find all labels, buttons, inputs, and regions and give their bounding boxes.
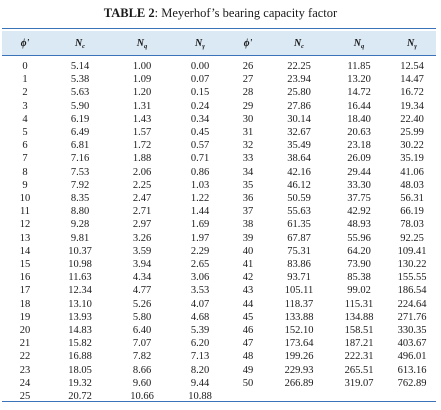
- cell-ngamma: 1.44: [190, 206, 210, 218]
- cell-ngamma: 5.39: [190, 325, 210, 337]
- cell-ngamma-2: 92.25: [400, 232, 424, 244]
- cell-ngamma-2: 496.01: [397, 351, 427, 363]
- cell-phi: 18: [19, 298, 31, 310]
- table-row: [2, 271, 436, 284]
- cell-nq: 4.34: [132, 272, 152, 284]
- cell-nc: 5.14: [70, 61, 90, 72]
- cell-nq: 2.71: [132, 206, 152, 218]
- cell-nc: 15.82: [68, 338, 92, 350]
- cell-nq: 2.06: [132, 166, 152, 178]
- cell-phi: 25: [19, 391, 31, 403]
- cell-nq: 1.57: [132, 127, 152, 139]
- cell-nc: 19.32: [68, 377, 92, 389]
- cell-nc: 8.80: [70, 206, 90, 218]
- cell-nc-2: 199.26: [284, 351, 314, 363]
- cell-nc-2: 266.89: [284, 377, 314, 389]
- cell-nq-2: 319.07: [344, 377, 374, 389]
- cell-phi-2: 39: [242, 232, 254, 244]
- cell-phi-2: 34: [242, 166, 254, 178]
- cell-nc-2: 83.86: [287, 259, 311, 271]
- cell-ngamma-2: 22.40: [400, 113, 424, 125]
- col-header-nq-2: $N_q$: [353, 37, 365, 50]
- cell-phi: 8: [22, 166, 28, 178]
- cell-phi: 0: [22, 61, 28, 72]
- cell-nq-2: 64.20: [347, 245, 371, 257]
- cell-phi: 10: [19, 193, 31, 205]
- table-body: [2, 55, 436, 403]
- col-header-ngamma: $N_\gamma$: [195, 37, 205, 50]
- cell-ngamma: 2.65: [190, 259, 210, 271]
- cell-ngamma-2: 186.54: [397, 285, 427, 297]
- table-row: [2, 284, 436, 297]
- cell-nc: 20.72: [68, 391, 92, 403]
- cell-phi: 9: [22, 179, 28, 191]
- cell-phi-2: 36: [242, 193, 254, 205]
- cell-nc: 10.37: [68, 245, 92, 257]
- cell-nq: 2.97: [132, 219, 152, 231]
- table-row: [2, 218, 436, 231]
- cell-phi-2: 46: [242, 325, 254, 337]
- cell-ngamma-2: 78.03: [400, 219, 424, 231]
- col-header-nc: $N_c$: [74, 37, 86, 50]
- cell-phi-2: 50: [242, 377, 254, 389]
- cell-ngamma-2: 330.35: [397, 325, 427, 337]
- cell-phi: 14: [19, 245, 31, 257]
- cell-phi-2: 33: [242, 153, 254, 165]
- table-row: [2, 166, 436, 179]
- cell-nc-2: 75.31: [287, 245, 311, 257]
- cell-nc-2: 35.49: [287, 140, 311, 152]
- cell-nq: 1.88: [132, 153, 152, 165]
- cell-nq-2: 20.63: [347, 127, 371, 139]
- cell-ngamma: 10.88: [188, 391, 212, 403]
- cell-nq: 4.77: [132, 285, 152, 297]
- col-header-ngamma-2: $N_\gamma$: [407, 37, 417, 50]
- cell-ngamma: 0.24: [190, 100, 210, 112]
- cell-nc: 5.38: [70, 74, 90, 86]
- cell-nc: 10.98: [68, 259, 92, 271]
- cell-nc-2: 133.88: [284, 311, 314, 323]
- cell-ngamma-2: 56.31: [400, 193, 424, 205]
- cell-ngamma-2: 109.41: [397, 245, 427, 257]
- cell-nc: 6.19: [70, 113, 90, 125]
- table-row: [2, 205, 436, 218]
- cell-phi: 2: [22, 87, 28, 99]
- cell-ngamma-2: 16.72: [400, 87, 424, 99]
- table-title: [0, 4, 441, 22]
- cell-ngamma: 3.06: [190, 272, 210, 284]
- table-row: [2, 100, 436, 113]
- table-row: [2, 364, 436, 377]
- cell-ngamma: 0.34: [190, 113, 210, 125]
- cell-ngamma-2: 30.22: [400, 140, 424, 152]
- table-row: [2, 245, 436, 258]
- cell-nq-2: 18.40: [347, 113, 371, 125]
- cell-nc-2: 46.12: [287, 179, 311, 191]
- cell-nq: 3.59: [132, 245, 152, 257]
- cell-nc-2: 105.11: [284, 285, 314, 297]
- cell-phi-2: 48: [242, 351, 254, 363]
- cell-phi-2: 31: [242, 127, 254, 139]
- bearing-capacity-table: [2, 31, 436, 403]
- table-row: [2, 152, 436, 165]
- cell-ngamma-2: 762.89: [397, 377, 427, 389]
- cell-nc: 7.92: [70, 179, 90, 191]
- table-row: [2, 113, 436, 126]
- cell-phi: 6: [22, 140, 28, 152]
- cell-phi: 1: [22, 74, 28, 86]
- cell-nc-2: 38.64: [287, 153, 311, 165]
- cell-nq-2: 11.85: [347, 61, 371, 72]
- cell-nq-2: [330, 390, 388, 403]
- cell-nc: 7.53: [70, 166, 90, 178]
- cell-nc-2: 229.93: [284, 364, 314, 376]
- cell-nq: 1.72: [132, 140, 152, 152]
- cell-phi-2: 41: [242, 259, 254, 271]
- cell-nc-2: 93.71: [287, 272, 311, 284]
- cell-ngamma-2: 130.22: [397, 259, 427, 271]
- table-title-text: : Meyerhof’s bearing capacity factor: [154, 6, 338, 20]
- cell-ngamma-2: 66.19: [400, 206, 424, 218]
- cell-phi: 15: [19, 259, 31, 271]
- table-row: [2, 390, 436, 403]
- cell-nq: 7.07: [132, 338, 152, 350]
- cell-nq: 7.82: [132, 351, 152, 363]
- cell-nc-2: 27.86: [287, 100, 311, 112]
- cell-nq-2: 23.18: [347, 140, 371, 152]
- cell-nq: 2.25: [132, 179, 152, 191]
- cell-nq-2: 265.51: [344, 364, 374, 376]
- cell-nc-2: 118.37: [284, 298, 314, 310]
- cell-nq: 9.60: [132, 377, 152, 389]
- cell-phi-2: 28: [242, 87, 254, 99]
- cell-nc: 13.10: [68, 298, 92, 310]
- cell-nc-2: 152.10: [284, 325, 314, 337]
- cell-nq-2: 134.88: [344, 311, 374, 323]
- cell-ngamma: 0.45: [190, 127, 210, 139]
- cell-nq: 6.40: [132, 325, 152, 337]
- top-rule: [2, 28, 436, 29]
- cell-phi-2: 37: [242, 206, 254, 218]
- cell-ngamma: 1.97: [190, 232, 210, 244]
- cell-nq: 2.47: [132, 193, 152, 205]
- cell-nq: 1.20: [132, 87, 152, 99]
- cell-nc: 9.81: [70, 232, 90, 244]
- cell-ngamma: 8.20: [190, 364, 210, 376]
- cell-ngamma-2: 48.03: [400, 179, 424, 191]
- cell-nq-2: 73.90: [347, 259, 371, 271]
- cell-phi: 11: [19, 206, 31, 218]
- cell-nc: 5.90: [70, 100, 90, 112]
- cell-ngamma-2: 224.64: [397, 298, 427, 310]
- cell-nq: 8.66: [132, 364, 152, 376]
- cell-ngamma-2: 155.55: [397, 272, 427, 284]
- col-header-phi: ϕ': [20, 37, 30, 49]
- cell-nc: 7.16: [70, 153, 90, 165]
- cell-ngamma: 6.20: [190, 338, 210, 350]
- header-row: [2, 31, 436, 55]
- table-row: [2, 139, 436, 152]
- col-header-nq: $N_q$: [136, 37, 148, 50]
- cell-nq-2: 16.44: [347, 100, 371, 112]
- cell-phi-2: 35: [242, 179, 254, 191]
- cell-ngamma: 1.03: [190, 179, 210, 191]
- cell-phi-2: 42: [242, 272, 254, 284]
- cell-nc-2: 67.87: [287, 232, 311, 244]
- cell-phi: 24: [19, 377, 31, 389]
- cell-nq-2: 14.72: [347, 87, 371, 99]
- cell-nc: 11.63: [68, 272, 92, 284]
- cell-ngamma: 1.69: [190, 219, 210, 231]
- table-row: [2, 192, 436, 205]
- cell-nq: 3.26: [132, 232, 152, 244]
- cell-ngamma-2: 14.47: [400, 74, 424, 86]
- col-header-phi-2: ϕ': [243, 37, 253, 49]
- cell-phi: 22: [19, 351, 31, 363]
- cell-ngamma-2: 41.06: [400, 166, 424, 178]
- cell-phi: 23: [19, 364, 31, 376]
- cell-nq-2: 115.31: [344, 298, 374, 310]
- cell-nc-2: 32.67: [287, 127, 311, 139]
- cell-phi: 3: [22, 100, 28, 112]
- cell-nq-2: 99.02: [347, 285, 371, 297]
- cell-phi: 19: [19, 311, 31, 323]
- cell-nq-2: 158.51: [344, 325, 374, 337]
- cell-ngamma-2: 403.67: [397, 338, 427, 350]
- cell-nq-2: 85.38: [347, 272, 371, 284]
- cell-phi-2: 47: [242, 338, 254, 350]
- cell-phi: 21: [19, 338, 31, 350]
- cell-phi-2: [228, 390, 268, 403]
- table-row: [2, 324, 436, 337]
- cell-ngamma-2: 613.16: [397, 364, 427, 376]
- table-row: [2, 179, 436, 192]
- cell-nc: 8.35: [70, 193, 90, 205]
- table-row: [2, 350, 436, 363]
- cell-nq-2: 29.44: [347, 166, 371, 178]
- cell-nq: 1.09: [132, 74, 152, 86]
- cell-phi: 20: [19, 325, 31, 337]
- cell-nc: 6.81: [70, 140, 90, 152]
- cell-phi: 4: [22, 113, 28, 125]
- cell-nc: 14.83: [68, 325, 92, 337]
- cell-ngamma-2: [388, 390, 436, 403]
- table-row: [2, 298, 436, 311]
- cell-nc: 6.49: [70, 127, 90, 139]
- cell-nq-2: 48.93: [347, 219, 371, 231]
- cell-ngamma: 0.00: [190, 61, 210, 72]
- col-header-nc-2: $N_c$: [293, 37, 305, 50]
- cell-ngamma-2: 12.54: [400, 61, 424, 72]
- cell-ngamma: 0.15: [190, 87, 210, 99]
- cell-nq-2: 13.20: [347, 74, 371, 86]
- cell-nc: 16.88: [68, 351, 92, 363]
- cell-phi: 13: [19, 232, 31, 244]
- cell-phi-2: 26: [242, 61, 254, 72]
- cell-phi: 12: [19, 219, 31, 231]
- table-row: [2, 258, 436, 271]
- cell-nc-2: 61.35: [287, 219, 311, 231]
- cell-nq-2: 26.09: [347, 153, 371, 165]
- cell-phi-2: 38: [242, 219, 254, 231]
- cell-nc-2: 42.16: [287, 166, 311, 178]
- cell-nq-2: 33.30: [347, 179, 371, 191]
- cell-nq: 10.66: [130, 391, 154, 403]
- cell-ngamma: 2.29: [190, 245, 210, 257]
- cell-nc: 5.63: [70, 87, 90, 99]
- cell-phi-2: 40: [242, 245, 254, 257]
- cell-nq: 5.26: [132, 298, 152, 310]
- cell-ngamma: 0.57: [190, 140, 210, 152]
- cell-nc: 9.28: [70, 219, 90, 231]
- cell-phi: 16: [19, 272, 31, 284]
- cell-ngamma: 0.86: [190, 166, 210, 178]
- cell-ngamma-2: 25.99: [400, 127, 424, 139]
- cell-phi-2: 32: [242, 140, 254, 152]
- cell-phi-2: 29: [242, 100, 254, 112]
- cell-nc-2: [268, 390, 330, 403]
- cell-nc-2: 22.25: [287, 61, 311, 72]
- cell-ngamma: 0.71: [190, 153, 210, 165]
- cell-phi-2: 27: [242, 74, 254, 86]
- cell-nq: 5.80: [132, 311, 152, 323]
- cell-phi-2: 43: [242, 285, 254, 297]
- cell-nc-2: 23.94: [287, 74, 311, 86]
- cell-nq-2: 37.75: [347, 193, 371, 205]
- cell-ngamma-2: 35.19: [400, 153, 424, 165]
- cell-phi: 17: [19, 285, 31, 297]
- cell-ngamma: 0.07: [190, 74, 210, 86]
- cell-phi: 5: [22, 127, 28, 139]
- cell-nc: 12.34: [68, 285, 92, 297]
- table-row: [2, 86, 436, 99]
- cell-nq: 1.00: [132, 61, 152, 72]
- cell-nq: 3.94: [132, 259, 152, 271]
- cell-phi-2: 44: [242, 298, 254, 310]
- cell-phi-2: 45: [242, 311, 254, 323]
- cell-nc-2: 173.64: [284, 338, 314, 350]
- cell-phi-2: 30: [242, 113, 254, 125]
- cell-nq-2: 42.92: [347, 206, 371, 218]
- cell-ngamma: 7.13: [190, 351, 210, 363]
- cell-nq-2: 55.96: [347, 232, 371, 244]
- table-title-label: TABLE 2: [103, 6, 155, 20]
- table-row: [2, 337, 436, 350]
- cell-nq: 1.43: [132, 113, 152, 125]
- cell-nc-2: 50.59: [287, 193, 311, 205]
- cell-ngamma: 9.44: [190, 377, 210, 389]
- table-row: [2, 311, 436, 324]
- cell-ngamma: 4.68: [190, 311, 210, 323]
- table-row: [2, 377, 436, 390]
- cell-ngamma: 1.22: [190, 193, 210, 205]
- cell-ngamma-2: 19.34: [400, 100, 424, 112]
- cell-ngamma-2: 271.76: [397, 311, 427, 323]
- cell-nq: 1.31: [132, 100, 152, 112]
- cell-phi-2: 49: [242, 364, 254, 376]
- cell-nc-2: 30.14: [287, 113, 311, 125]
- cell-ngamma: 4.07: [190, 298, 210, 310]
- table-row: [2, 126, 436, 139]
- cell-phi: 7: [22, 153, 28, 165]
- cell-nc: 18.05: [68, 364, 92, 376]
- cell-ngamma: 3.53: [190, 285, 210, 297]
- cell-nc: 13.93: [68, 311, 92, 323]
- cell-nc-2: 25.80: [287, 87, 311, 99]
- table-row: [2, 232, 436, 245]
- cell-nc-2: 55.63: [287, 206, 311, 218]
- table-row: [2, 73, 436, 86]
- cell-nq-2: 187.21: [344, 338, 374, 350]
- table-row: [2, 55, 436, 73]
- cell-nq-2: 222.31: [344, 351, 374, 363]
